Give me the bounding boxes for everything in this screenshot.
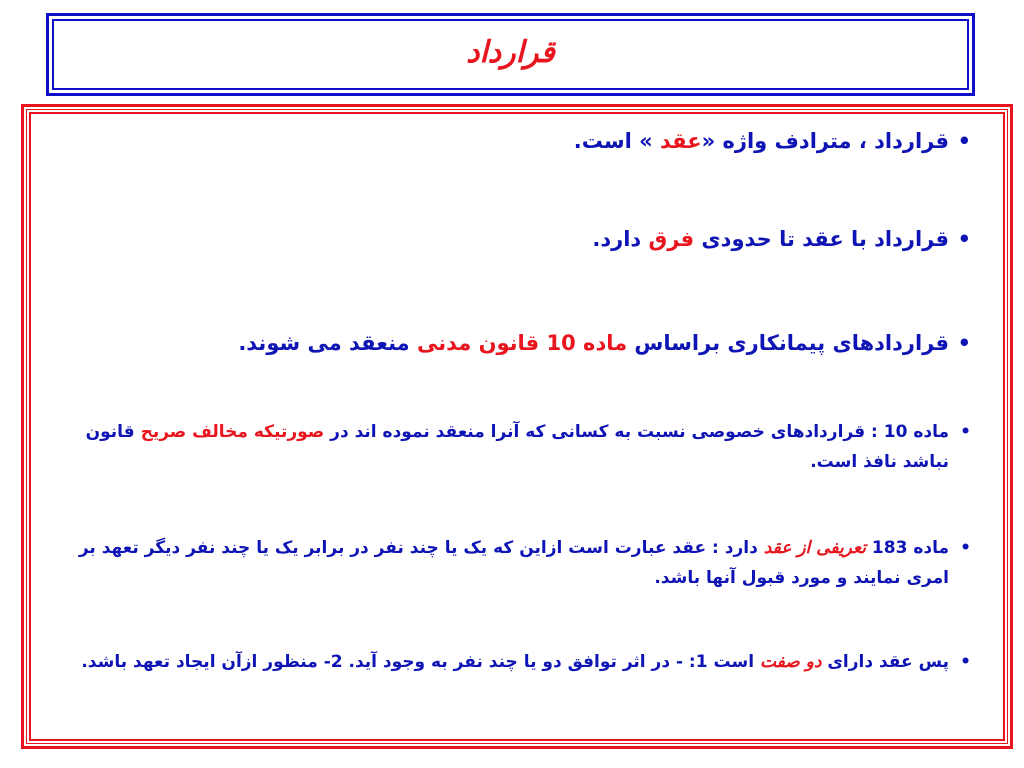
bullet-item-2 xyxy=(49,224,981,254)
bullet-highlight: ماده 10 قانون مدنی xyxy=(417,331,628,355)
slide-title: قرارداد xyxy=(466,35,555,70)
bullet-text: قرارداد با عقد تا حدودی xyxy=(694,227,949,251)
bullet-icon: • xyxy=(957,331,971,355)
bullet-icon: • xyxy=(957,129,971,153)
bullet-text: ماده 183 xyxy=(865,538,949,558)
bullet-text-end: دارد : عقد عبارت است ازاین که یک یا چند نفر در برابر یک یا چند نفر دیگر تعهد بر امری نمایند و مورد قبول آنها باشد. xyxy=(78,538,949,588)
bullet-highlight: صورتیکه مخالف صریح xyxy=(140,422,325,442)
bullet-icon: • xyxy=(957,227,971,251)
bullet-text-end: است 1: - در اثر توافق دو یا چند نفر به وجود آید. 2- منظور ازآن ایجاد تعهد باشد. xyxy=(81,652,760,672)
bullet-highlight: دو صفت xyxy=(759,652,822,672)
bullet-text-end: منعقد می شوند. xyxy=(238,331,417,355)
title-frame xyxy=(46,13,975,96)
content-frame-mid xyxy=(26,109,1008,744)
content-frame-inner xyxy=(29,112,1005,741)
bullet-text: ماده 10 : قراردادهای خصوصی نسبت به کسانی که آنرا منعقد نموده اند در xyxy=(324,422,949,442)
bullet-text: قرارداد ، مترادف واژه « xyxy=(701,129,949,153)
bullet-item-1 xyxy=(49,126,981,156)
bullet-text-end: دارد. xyxy=(592,227,649,251)
title-inner-border xyxy=(52,19,969,90)
bullet-text-end: » است. xyxy=(573,129,661,153)
bullet-highlight: فرق xyxy=(648,227,695,251)
bullet-highlight: تعریفی از عقد xyxy=(763,538,866,558)
bullet-icon: • xyxy=(960,422,971,442)
bullet-item-6 xyxy=(49,647,981,677)
bullet-item-4 xyxy=(49,417,981,477)
bullet-icon: • xyxy=(960,652,971,672)
bullet-icon: • xyxy=(960,538,971,558)
bullet-text: پس عقد دارای xyxy=(821,652,949,672)
bullet-list xyxy=(49,114,981,739)
bullet-text: قراردادهای پیمانکاری براساس xyxy=(627,331,949,355)
content-frame xyxy=(21,104,1013,749)
bullet-text-end: قانون نباشد نافذ است. xyxy=(85,422,949,472)
bullet-item-3 xyxy=(49,328,981,358)
bullet-item-5 xyxy=(49,533,981,593)
bullet-highlight: عقد xyxy=(660,129,702,153)
